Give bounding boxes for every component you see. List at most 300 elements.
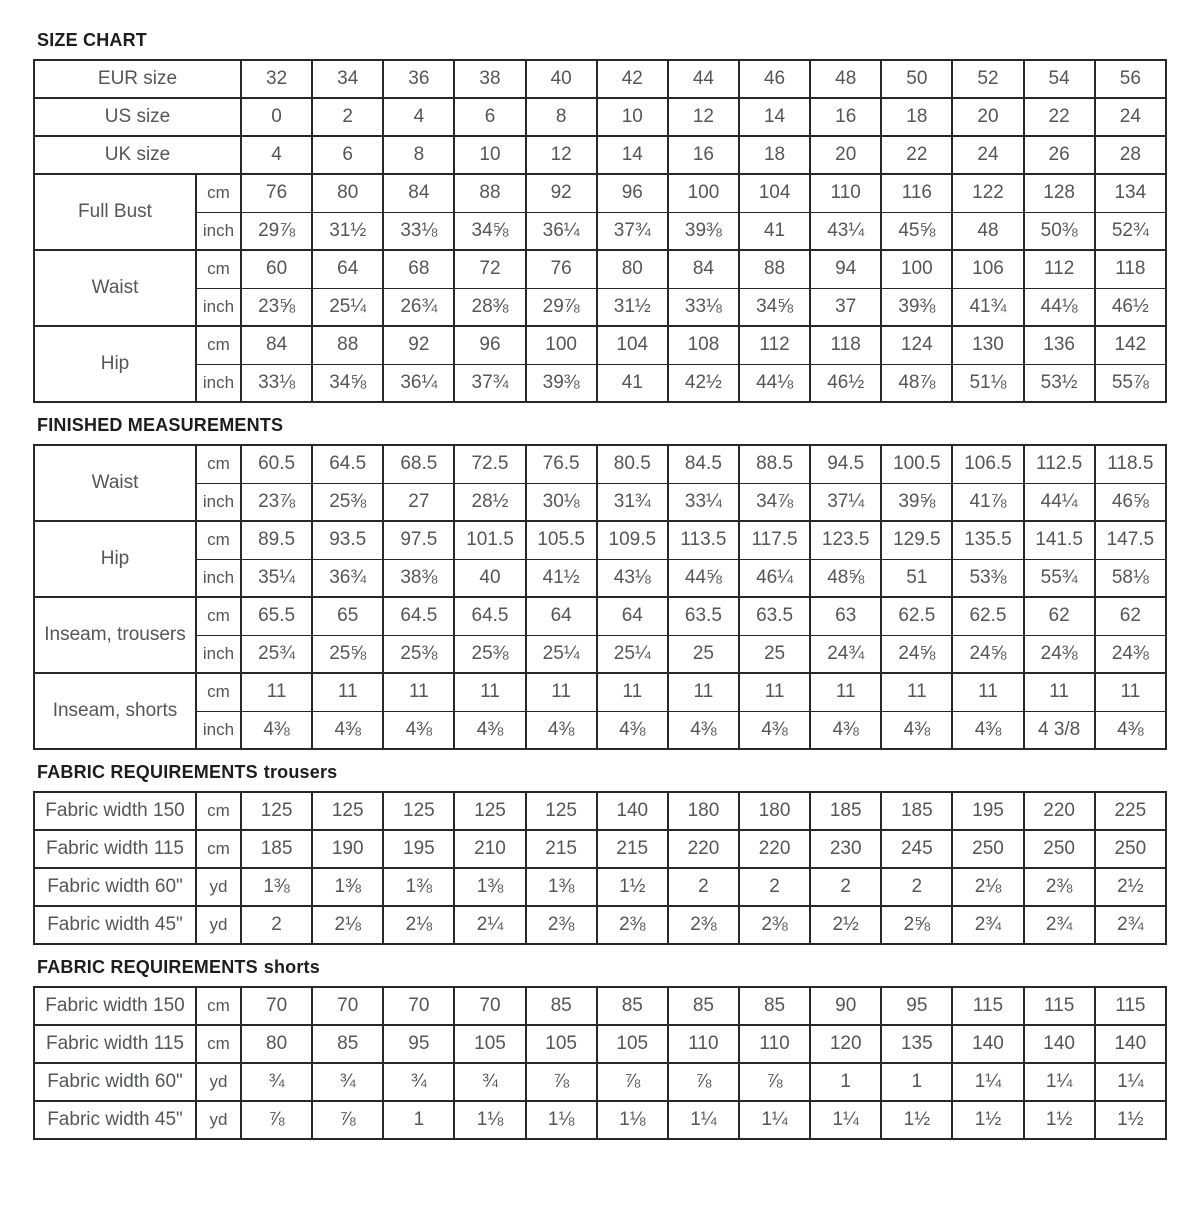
value-cell: 25⅜ (312, 483, 383, 521)
value-cell: 11 (739, 673, 810, 711)
unit-label: yd (196, 1063, 241, 1101)
value-cell: 39⅝ (881, 483, 952, 521)
table-row (34, 483, 1166, 521)
value-cell: 80 (597, 250, 668, 288)
table-row (34, 445, 1166, 483)
value-cell: 1½ (597, 868, 668, 906)
value-cell: 1⅜ (312, 868, 383, 906)
value-cell: 4⅜ (952, 711, 1023, 749)
value-cell: 25⅝ (312, 635, 383, 673)
value-cell: 84 (668, 250, 739, 288)
unit-label: inch (196, 483, 241, 521)
value-cell: 68 (383, 250, 454, 288)
value-cell: 4⅜ (597, 711, 668, 749)
value-cell: 70 (312, 987, 383, 1025)
value-cell: 36¾ (312, 559, 383, 597)
value-cell: 1¼ (952, 1063, 1023, 1101)
value-cell: 85 (597, 987, 668, 1025)
value-cell: 220 (668, 830, 739, 868)
value-cell: 41¾ (952, 288, 1023, 326)
value-cell: 1½ (952, 1101, 1023, 1139)
value-cell: 117.5 (739, 521, 810, 559)
row-label: Fabric width 45" (34, 1101, 196, 1139)
unit-label: cm (196, 326, 241, 364)
value-cell: 11 (810, 673, 881, 711)
value-cell: 34⅝ (739, 288, 810, 326)
value-cell: 42 (597, 60, 668, 98)
size-chart-table (33, 59, 1167, 403)
table-row (34, 212, 1166, 250)
value-cell: 93.5 (312, 521, 383, 559)
value-cell: 44 (668, 60, 739, 98)
value-cell: 33⅛ (668, 288, 739, 326)
value-cell: 2⅜ (597, 906, 668, 944)
value-cell: 100 (881, 250, 952, 288)
value-cell: 90 (810, 987, 881, 1025)
value-cell: 2½ (810, 906, 881, 944)
value-cell: 37¾ (454, 364, 525, 402)
value-cell: 8 (383, 136, 454, 174)
value-cell: 11 (881, 673, 952, 711)
value-cell: 1¼ (739, 1101, 810, 1139)
value-cell: ¾ (454, 1063, 525, 1101)
value-cell: 43¼ (810, 212, 881, 250)
value-cell: 100.5 (881, 445, 952, 483)
table-row (34, 364, 1166, 402)
value-cell: 52¾ (1095, 212, 1166, 250)
value-cell: 44⅛ (1024, 288, 1095, 326)
value-cell: 95 (881, 987, 952, 1025)
value-cell: 80.5 (597, 445, 668, 483)
value-cell: 1 (383, 1101, 454, 1139)
value-cell: 39⅜ (668, 212, 739, 250)
value-cell: 4⅜ (1095, 711, 1166, 749)
table-row (34, 987, 1166, 1025)
unit-label: cm (196, 174, 241, 212)
value-cell: 108 (668, 326, 739, 364)
value-cell: 11 (383, 673, 454, 711)
value-cell: 134 (1095, 174, 1166, 212)
value-cell: 105.5 (526, 521, 597, 559)
section-title-text: FABRIC REQUIREMENTS (37, 957, 258, 977)
value-cell: 32 (241, 60, 312, 98)
value-cell: 22 (1024, 98, 1095, 136)
value-cell: 195 (383, 830, 454, 868)
value-cell: 210 (454, 830, 525, 868)
value-cell: 2 (881, 868, 952, 906)
value-cell: 48⅝ (810, 559, 881, 597)
value-cell: 26 (1024, 136, 1095, 174)
row-label: Fabric width 150 (34, 987, 196, 1025)
table-row (34, 711, 1166, 749)
value-cell: 1½ (1095, 1101, 1166, 1139)
value-cell: 1½ (881, 1101, 952, 1139)
value-cell: 34⅝ (312, 364, 383, 402)
row-label: EUR size (34, 60, 241, 98)
value-cell: 85 (312, 1025, 383, 1063)
value-cell: 2⅜ (1024, 868, 1095, 906)
value-cell: 12 (526, 136, 597, 174)
value-cell: 4 (241, 136, 312, 174)
table-row (34, 60, 1166, 98)
value-cell: 4⅜ (312, 711, 383, 749)
unit-label: cm (196, 987, 241, 1025)
value-cell: ⅞ (526, 1063, 597, 1101)
value-cell: 128 (1024, 174, 1095, 212)
value-cell: 25 (739, 635, 810, 673)
value-cell: 6 (454, 98, 525, 136)
value-cell: 48⅞ (881, 364, 952, 402)
value-cell: 24⅝ (952, 635, 1023, 673)
value-cell: 96 (454, 326, 525, 364)
value-cell: 29⅞ (526, 288, 597, 326)
value-cell: 62 (1095, 597, 1166, 635)
unit-label: cm (196, 597, 241, 635)
value-cell: 36¼ (526, 212, 597, 250)
section-finished-measurements (33, 415, 1167, 750)
table-row (34, 673, 1166, 711)
value-cell: 33⅛ (383, 212, 454, 250)
value-cell: 48 (952, 212, 1023, 250)
value-cell: 64 (526, 597, 597, 635)
value-cell: ¾ (241, 1063, 312, 1101)
value-cell: 44⅛ (739, 364, 810, 402)
value-cell: 115 (1095, 987, 1166, 1025)
value-cell: 215 (526, 830, 597, 868)
value-cell: 34⅝ (454, 212, 525, 250)
value-cell: 30⅛ (526, 483, 597, 521)
value-cell: 70 (454, 987, 525, 1025)
value-cell: 6 (312, 136, 383, 174)
table-row (34, 326, 1166, 364)
value-cell: 11 (526, 673, 597, 711)
value-cell: 42½ (668, 364, 739, 402)
section-title (37, 415, 1167, 435)
value-cell: 118.5 (1095, 445, 1166, 483)
value-cell: 88 (454, 174, 525, 212)
value-cell: 88.5 (739, 445, 810, 483)
value-cell: 63.5 (668, 597, 739, 635)
value-cell: 11 (668, 673, 739, 711)
table-row (34, 98, 1166, 136)
unit-label: yd (196, 868, 241, 906)
value-cell: 64.5 (454, 597, 525, 635)
value-cell: 25¼ (526, 635, 597, 673)
value-cell: 11 (1095, 673, 1166, 711)
value-cell: 85 (668, 987, 739, 1025)
value-cell: 25⅜ (454, 635, 525, 673)
value-cell: 2 (668, 868, 739, 906)
value-cell: 2⅜ (526, 906, 597, 944)
value-cell: 105 (597, 1025, 668, 1063)
unit-label: inch (196, 212, 241, 250)
unit-label: cm (196, 792, 241, 830)
section-fabric-requirements-trousers (33, 762, 1167, 945)
unit-label: cm (196, 673, 241, 711)
value-cell: 118 (1095, 250, 1166, 288)
value-cell: 220 (739, 830, 810, 868)
value-cell: 39⅜ (881, 288, 952, 326)
unit-label: cm (196, 830, 241, 868)
row-label: Full Bust (34, 174, 196, 250)
value-cell: ⅞ (312, 1101, 383, 1139)
value-cell: 92 (526, 174, 597, 212)
table-row (34, 597, 1166, 635)
value-cell: 112 (1024, 250, 1095, 288)
value-cell: 1⅜ (383, 868, 454, 906)
value-cell: 53½ (1024, 364, 1095, 402)
row-label: Inseam, shorts (34, 673, 196, 749)
value-cell: 23⅝ (241, 288, 312, 326)
fabric-requirements-trousers-table (33, 791, 1167, 945)
value-cell: 16 (810, 98, 881, 136)
table-row (34, 521, 1166, 559)
value-cell: 52 (952, 60, 1023, 98)
value-cell: 10 (597, 98, 668, 136)
value-cell: ⅞ (668, 1063, 739, 1101)
table-row (34, 635, 1166, 673)
finished-measurements-table (33, 444, 1167, 750)
value-cell: 18 (739, 136, 810, 174)
value-cell: 122 (952, 174, 1023, 212)
value-cell: 2⅜ (668, 906, 739, 944)
value-cell: 2¾ (1095, 906, 1166, 944)
value-cell: 50⅜ (1024, 212, 1095, 250)
value-cell: 85 (526, 987, 597, 1025)
value-cell: 113.5 (668, 521, 739, 559)
unit-label: inch (196, 364, 241, 402)
value-cell: 34 (312, 60, 383, 98)
value-cell: 1½ (1024, 1101, 1095, 1139)
value-cell: 51 (881, 559, 952, 597)
section-title (37, 762, 1167, 782)
value-cell: 55¾ (1024, 559, 1095, 597)
value-cell: ⅞ (597, 1063, 668, 1101)
value-cell: 0 (241, 98, 312, 136)
value-cell: 250 (1024, 830, 1095, 868)
section-size-chart (33, 30, 1167, 403)
value-cell: 125 (383, 792, 454, 830)
value-cell: 1⅜ (241, 868, 312, 906)
value-cell: 2⅛ (383, 906, 454, 944)
value-cell: 140 (1024, 1025, 1095, 1063)
value-cell: 135 (881, 1025, 952, 1063)
row-label: Hip (34, 326, 196, 402)
value-cell: 64 (597, 597, 668, 635)
value-cell: 28½ (454, 483, 525, 521)
table-row (34, 868, 1166, 906)
value-cell: 105 (454, 1025, 525, 1063)
row-label: Fabric width 115 (34, 1025, 196, 1063)
value-cell: 2¼ (454, 906, 525, 944)
row-label: Fabric width 60" (34, 868, 196, 906)
value-cell: 1¼ (668, 1101, 739, 1139)
value-cell: 4⅜ (454, 711, 525, 749)
unit-label: cm (196, 1025, 241, 1063)
value-cell: 110 (810, 174, 881, 212)
row-label: Fabric width 45" (34, 906, 196, 944)
value-cell: 25¾ (241, 635, 312, 673)
value-cell: 36 (383, 60, 454, 98)
value-cell: 46½ (1095, 288, 1166, 326)
value-cell: 34⅞ (739, 483, 810, 521)
value-cell: 4⅜ (241, 711, 312, 749)
value-cell: 27 (383, 483, 454, 521)
value-cell: 23⅞ (241, 483, 312, 521)
value-cell: 14 (597, 136, 668, 174)
table-row (34, 906, 1166, 944)
value-cell: 24 (952, 136, 1023, 174)
table-row (34, 1063, 1166, 1101)
value-cell: 88 (312, 326, 383, 364)
value-cell: 41⅞ (952, 483, 1023, 521)
value-cell: ¾ (312, 1063, 383, 1101)
section-title-suffix: shorts (263, 957, 320, 977)
value-cell: 33⅛ (241, 364, 312, 402)
table-row (34, 830, 1166, 868)
value-cell: 72 (454, 250, 525, 288)
value-cell: 24¾ (810, 635, 881, 673)
value-cell: 180 (668, 792, 739, 830)
row-label: Waist (34, 250, 196, 326)
value-cell: 110 (668, 1025, 739, 1063)
row-label: Inseam, trousers (34, 597, 196, 673)
unit-label: cm (196, 250, 241, 288)
value-cell: 76.5 (526, 445, 597, 483)
value-cell: 80 (312, 174, 383, 212)
value-cell: 135.5 (952, 521, 1023, 559)
section-title (37, 957, 1167, 977)
value-cell: 68.5 (383, 445, 454, 483)
value-cell: 4⅜ (881, 711, 952, 749)
value-cell: 41½ (526, 559, 597, 597)
unit-label: inch (196, 288, 241, 326)
value-cell: 43⅛ (597, 559, 668, 597)
value-cell: 53⅜ (952, 559, 1023, 597)
value-cell: 225 (1095, 792, 1166, 830)
value-cell: 85 (739, 987, 810, 1025)
value-cell: 1⅜ (526, 868, 597, 906)
value-cell: 24⅝ (881, 635, 952, 673)
value-cell: 250 (1095, 830, 1166, 868)
value-cell: 245 (881, 830, 952, 868)
value-cell: 14 (739, 98, 810, 136)
value-cell: 25¼ (597, 635, 668, 673)
value-cell: 105 (526, 1025, 597, 1063)
row-label: Fabric width 150 (34, 792, 196, 830)
value-cell: 62.5 (952, 597, 1023, 635)
value-cell: 45⅝ (881, 212, 952, 250)
value-cell: 100 (668, 174, 739, 212)
value-cell: 8 (526, 98, 597, 136)
value-cell: 40 (454, 559, 525, 597)
value-cell: 31½ (312, 212, 383, 250)
value-cell: 44¼ (1024, 483, 1095, 521)
value-cell: 11 (1024, 673, 1095, 711)
value-cell: 115 (1024, 987, 1095, 1025)
value-cell: 112 (739, 326, 810, 364)
fabric-requirements-shorts-table (33, 986, 1167, 1140)
value-cell: 2 (241, 906, 312, 944)
unit-label: yd (196, 1101, 241, 1139)
value-cell: 11 (952, 673, 1023, 711)
value-cell: 110 (739, 1025, 810, 1063)
value-cell: 22 (881, 136, 952, 174)
unit-label: inch (196, 711, 241, 749)
value-cell: 20 (952, 98, 1023, 136)
value-cell: 76 (241, 174, 312, 212)
value-cell: 250 (952, 830, 1023, 868)
value-cell: 4⅜ (810, 711, 881, 749)
value-cell: 2 (810, 868, 881, 906)
value-cell: 123.5 (810, 521, 881, 559)
value-cell: ⅞ (739, 1063, 810, 1101)
value-cell: 11 (312, 673, 383, 711)
value-cell: 2½ (1095, 868, 1166, 906)
section-title-text: FABRIC REQUIREMENTS (37, 762, 258, 782)
value-cell: 125 (526, 792, 597, 830)
value-cell: 106.5 (952, 445, 1023, 483)
row-label: Waist (34, 445, 196, 521)
value-cell: 4 (383, 98, 454, 136)
value-cell: 11 (241, 673, 312, 711)
value-cell: 190 (312, 830, 383, 868)
value-cell: 2 (739, 868, 810, 906)
section-title-text: SIZE CHART (37, 30, 147, 50)
value-cell: 24⅜ (1095, 635, 1166, 673)
value-cell: 88 (739, 250, 810, 288)
value-cell: 140 (597, 792, 668, 830)
value-cell: 141.5 (1024, 521, 1095, 559)
value-cell: 25 (668, 635, 739, 673)
value-cell: 25¼ (312, 288, 383, 326)
value-cell: 2¾ (1024, 906, 1095, 944)
table-row (34, 792, 1166, 830)
value-cell: 2 (312, 98, 383, 136)
value-cell: 125 (454, 792, 525, 830)
table-row (34, 136, 1166, 174)
row-label: Hip (34, 521, 196, 597)
value-cell: 31½ (597, 288, 668, 326)
value-cell: 2¾ (952, 906, 1023, 944)
value-cell: 51⅛ (952, 364, 1023, 402)
value-cell: 40 (526, 60, 597, 98)
row-label: Fabric width 115 (34, 830, 196, 868)
value-cell: 48 (810, 60, 881, 98)
value-cell: 101.5 (454, 521, 525, 559)
value-cell: 97.5 (383, 521, 454, 559)
value-cell: 39⅜ (526, 364, 597, 402)
value-cell: 94.5 (810, 445, 881, 483)
value-cell: 1¼ (1095, 1063, 1166, 1101)
value-cell: 63.5 (739, 597, 810, 635)
value-cell: 185 (241, 830, 312, 868)
value-cell: 29⅞ (241, 212, 312, 250)
value-cell: 64 (312, 250, 383, 288)
value-cell: 24 (1095, 98, 1166, 136)
section-title-suffix: trousers (263, 762, 338, 782)
value-cell: 20 (810, 136, 881, 174)
value-cell: 37¼ (810, 483, 881, 521)
value-cell: 230 (810, 830, 881, 868)
value-cell: 84 (383, 174, 454, 212)
value-cell: 64.5 (312, 445, 383, 483)
value-cell: 70 (383, 987, 454, 1025)
value-cell: 115 (952, 987, 1023, 1025)
value-cell: 33¼ (668, 483, 739, 521)
table-row (34, 288, 1166, 326)
value-cell: 12 (668, 98, 739, 136)
